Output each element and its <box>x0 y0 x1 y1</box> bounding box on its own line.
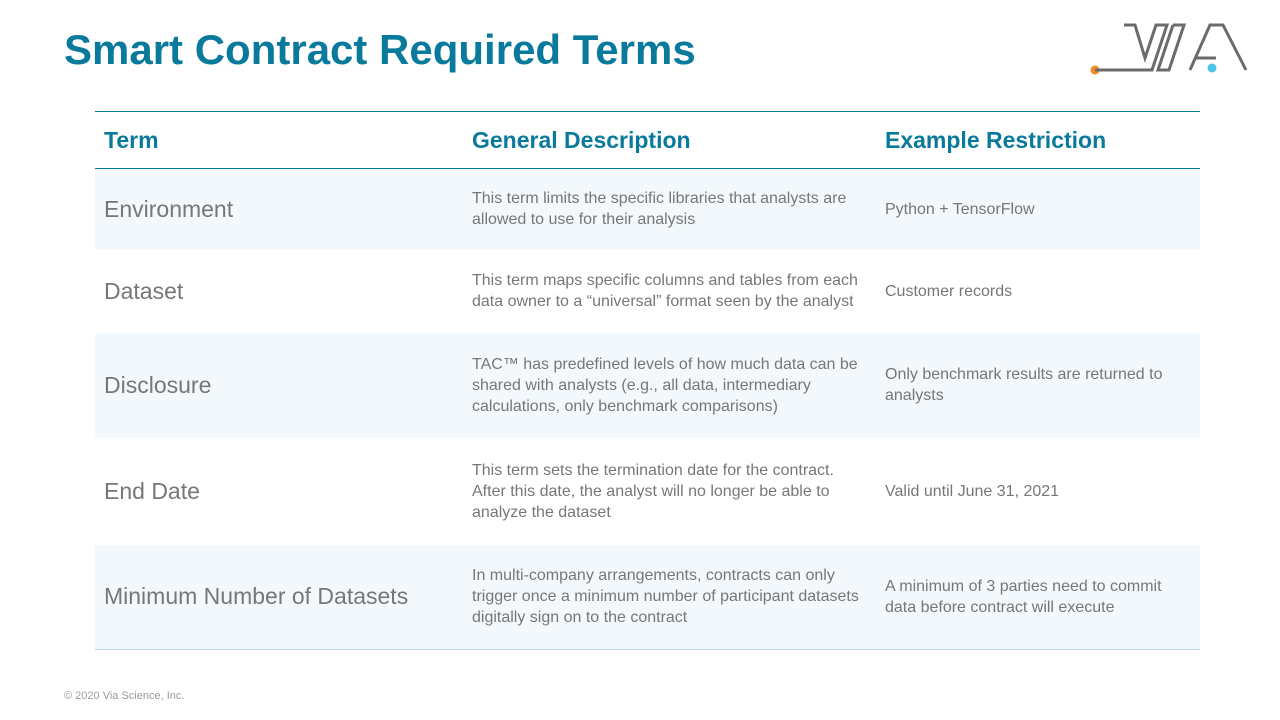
term-cell: Disclosure <box>95 333 463 438</box>
example-cell: Valid until June 31, 2021 <box>885 482 1060 500</box>
copyright-footer: © 2020 Via Science, Inc. <box>64 690 185 702</box>
description-cell: This term limits the specific libraries that analysts are allowed to use for their analysis <box>463 169 876 250</box>
description-cell: TAC™ has predefined levels of how much data can be shared with analysts (e.g., all data, intermediary calculations, only benchmark comparisons) <box>463 333 876 438</box>
example-cell: Only benchmark results are returned to analysts <box>876 333 1200 438</box>
term-cell: Environment <box>95 169 463 250</box>
example-cell: A minimum of 3 parties need to commit data before contract will execute <box>876 545 1200 650</box>
header-example: Example Restriction <box>876 112 1200 169</box>
example-cell: Customer records <box>885 282 1013 300</box>
terms-table <box>95 111 1200 650</box>
page-title: Smart Contract Required Terms <box>64 26 696 73</box>
header-term: Term <box>95 112 463 169</box>
term-cell: Minimum Number of Datasets <box>95 545 463 650</box>
description-cell: In multi-company arrangements, contracts can only trigger once a minimum number of participant datasets digitally sign on to the contract <box>463 545 876 650</box>
table-header-row <box>95 112 1200 169</box>
table-row <box>95 545 1200 650</box>
table-row <box>95 438 1200 545</box>
table-row <box>95 250 1200 333</box>
example-cell: Python + TensorFlow <box>876 169 1200 250</box>
term-cell: Dataset <box>104 277 184 304</box>
table-row <box>95 169 1200 250</box>
via-logo <box>1088 20 1252 78</box>
header-description: General Description <box>463 112 876 169</box>
description-cell: This term sets the termination date for the contract. After this date, the analyst will no longer be able to analyze the dataset <box>472 461 834 521</box>
term-cell: End Date <box>104 477 200 504</box>
table-row <box>95 333 1200 438</box>
description-cell: This term maps specific columns and tables from each data owner to a “universal” format seen by the analyst <box>472 272 858 310</box>
